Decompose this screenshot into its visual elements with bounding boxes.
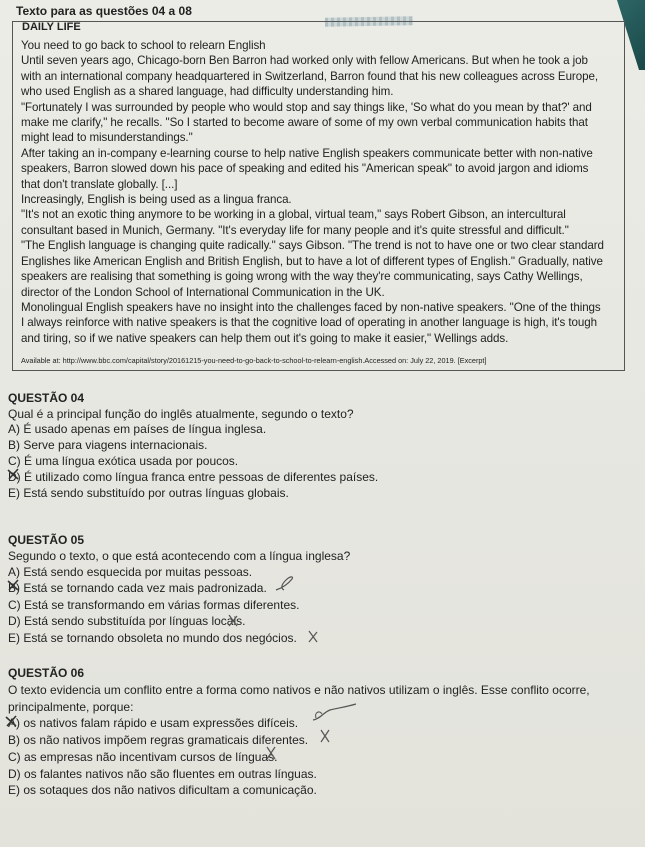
article-line: and tiring, so if we native speakers can help them out it's going to make it easier," Wellings adds. xyxy=(21,331,509,345)
question-04-title: QUESTÃO 04 xyxy=(8,391,85,405)
article-line: might lead to misunderstandings." xyxy=(21,131,193,145)
pen-check-mark-icon xyxy=(4,714,18,728)
pen-cross-mark-icon xyxy=(226,613,240,629)
article-line: speakers, Barron slowed down his pace of speaking and edited his "American speak" to avoid jargon and idioms xyxy=(21,162,589,176)
question-06-title: QUESTÃO 06 xyxy=(8,666,85,680)
question-04-option-b: B) Serve para viagens internacionais. xyxy=(8,438,208,452)
article-headline: You need to go back to school to relearn English xyxy=(21,39,266,52)
pen-scribble-icon xyxy=(310,702,360,724)
article-line: with an international company headquartered in Switzerland, Barron found that his new colleagues across Europe, xyxy=(21,69,598,83)
article-line: Englishes like American English and British English, but to have a lot of different types of English." Gradually, native xyxy=(21,254,603,268)
question-04-option-a: A) É usado apenas em países de língua inglesa. xyxy=(8,422,267,436)
question-06-option-d: D) os falantes nativos não são fluentes em outras línguas. xyxy=(8,767,317,781)
article-line: director of the London School of International Communication in the UK. xyxy=(21,285,385,299)
article-line: who used English as a shared language, had difficulty understanding him. xyxy=(21,85,394,99)
question-04-option-e: E) Está sendo substituído por outras línguas globais. xyxy=(8,486,289,500)
question-06-stem-line-1: O texto evidencia um conflito entre a forma como nativos e não nativos utilizam o inglês. Esse conflito ocorre, xyxy=(8,683,590,697)
question-04-stem: Qual é a principal função do inglês atualmente, segundo o texto? xyxy=(8,407,354,421)
article-line: I always reinforce with native speakers is that the cognitive load of operating in another language is high, it's tough xyxy=(21,316,597,330)
question-05-option-a: A) Está sendo esquecida por muitas pessoas. xyxy=(8,565,253,579)
question-05-stem: Segundo o texto, o que está acontecendo com a língua inglesa? xyxy=(8,549,351,563)
pen-check-mark-icon xyxy=(6,467,20,481)
header-title: Texto para as questões 04 a 08 xyxy=(16,4,192,18)
question-06-option-e: E) os sotaques dos não nativos dificultam a comunicação. xyxy=(8,783,317,797)
pen-cross-mark-icon xyxy=(318,727,332,745)
pen-cross-mark-icon xyxy=(306,629,320,645)
question-06-stem-line-2: principalmente, porque: xyxy=(8,700,134,714)
pen-scribble-icon xyxy=(272,574,298,594)
article-section-label: DAILY LIFE xyxy=(22,21,81,33)
question-05-option-c: C) Está se transformando em várias formas diferentes. xyxy=(8,598,300,612)
article-line: Monolingual English speakers have no insight into the challenges faced by non-native speakers. "One of the things xyxy=(21,300,601,314)
article-line: consultant based in Munich, Germany. "It's everyday life for many people and it's quite stressful and difficult." xyxy=(21,223,569,237)
question-06-option-a: A) os nativos falam rápido e usam expressões difíceis. xyxy=(8,716,299,730)
article-line: Increasingly, English is being used as a lingua franca. xyxy=(21,193,292,207)
article-text xyxy=(21,38,621,346)
question-05-option-e: E) Está se tornando obsoleta no mundo dos negócios. xyxy=(8,631,297,645)
article-line: "The English language is changing quite radically." says Gibson. "The trend is not to have one or two clear standard xyxy=(21,239,604,253)
article-line: After taking an in-company e-learning course to help native English speakers communicate better with non-native xyxy=(21,146,593,160)
question-05-option-d: D) Está sendo substituída por línguas locais. xyxy=(8,614,246,628)
pen-check-mark-icon xyxy=(6,578,20,592)
question-05-option-b: B) Está se tornando cada vez mais padronizada. xyxy=(8,581,267,595)
article-line: that don't translate globally. [...] xyxy=(21,177,178,191)
article-line: make me clarify," he recalls. "So I started to become aware of some of my own verbal communication habits that xyxy=(21,116,588,130)
pen-cross-mark-icon xyxy=(264,745,278,761)
article-line: "It's not an exotic thing anymore to be working in a global, virtual team," says Robert Gibson, an intercultural xyxy=(21,208,566,222)
question-06-option-c: C) as empresas não incentivam cursos de línguas. xyxy=(8,750,278,764)
question-06-option-b: B) os não nativos impõem regras gramaticais diferentes. xyxy=(8,733,309,747)
question-04-option-d: D) É utilizado como língua franca entre pessoas de diferentes países. xyxy=(8,470,379,484)
article-line: "Fortunately I was surrounded by people who would stop and say things like, 'So what do you mean by that?' and xyxy=(21,100,592,114)
question-04-option-c: C) É uma língua exótica usada por poucos. xyxy=(8,454,239,468)
question-05-title: QUESTÃO 05 xyxy=(8,533,85,547)
article-source: Available at: http://www.bbc.com/capital/story/20161215-you-need-to-go-back-to-school-to-relearn-english.Accessed on: July 22, 2019. [Excerpt] xyxy=(21,356,487,365)
article-line: speakers are realising that something is going wrong with the way they're communicating, says Cathy Wellings, xyxy=(21,270,583,284)
article-line: Until seven years ago, Chicago-born Ben Barron had worked only with fellow Americans. But when he took a job xyxy=(21,54,588,68)
